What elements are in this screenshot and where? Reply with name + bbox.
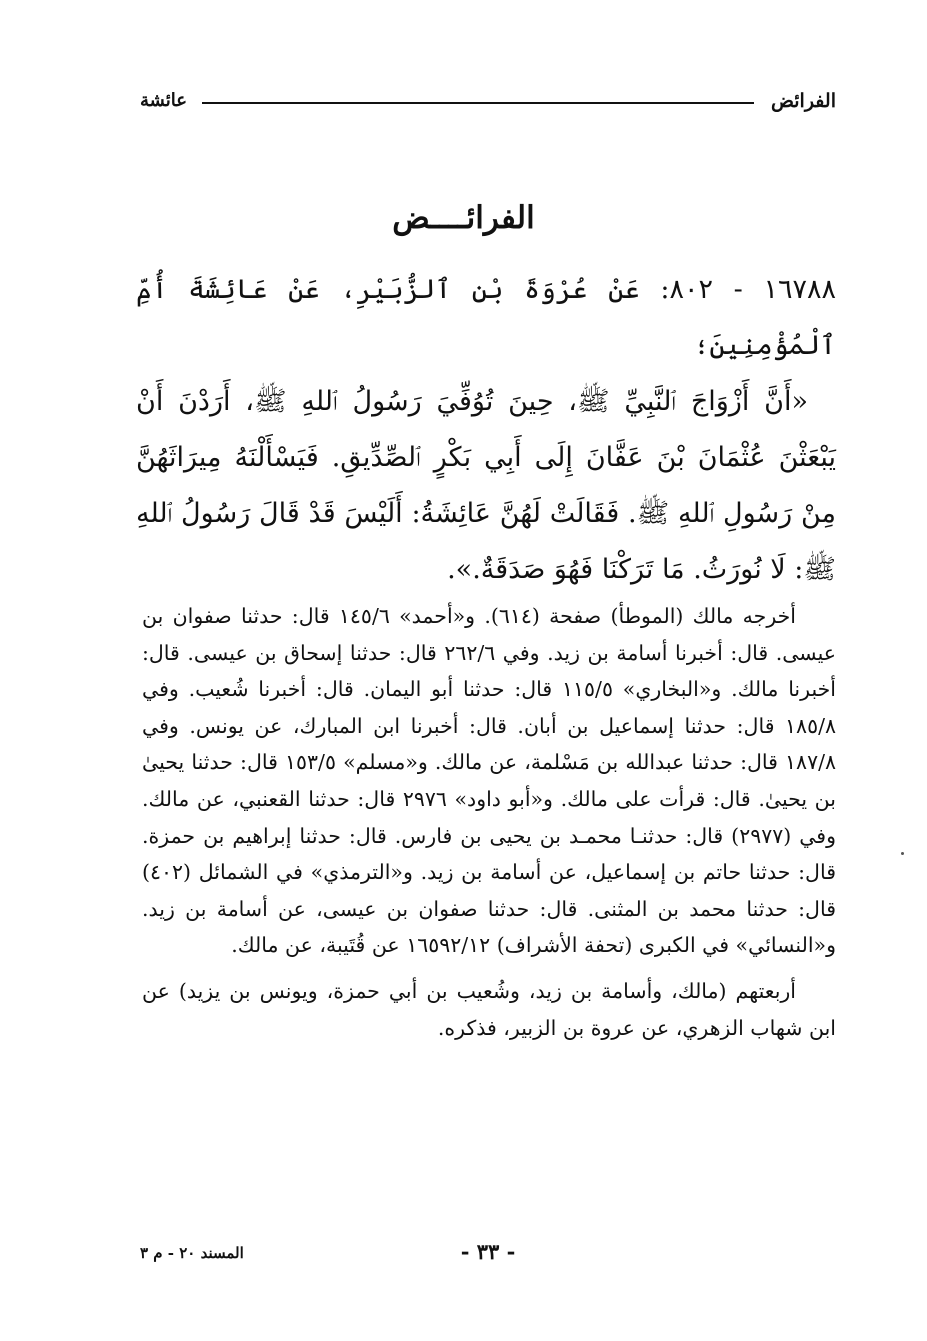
header-name: عائشة: [140, 90, 187, 111]
page-number: - ٣٣ -: [460, 1239, 516, 1264]
signature-mark: المسند ٢٠ - م ٣: [140, 1244, 244, 1262]
scan-speck: [901, 852, 904, 855]
header-chapter: الفرائض: [770, 90, 836, 112]
header-rule: [202, 102, 754, 104]
hadith-isnad: ١٦٧٨٨ - ٨٠٢: عَنْ عُرْوَةَ بْنِ ٱلزُّبَيْرِ، عَنْ عَائِشَةَ أُمِّ ٱلْمُؤْمِنِينَ؛: [136, 274, 836, 361]
section-title: الفرائــــض: [392, 200, 535, 236]
commentary-paragraph-2: أربعتهم (مالك، وأسامة بن زيد، وشُعيب بن أبي حمزة، ويونس بن يزيد) عن ابن شهاب الزهري، عن عروة بن الزبير، فذكره.: [142, 978, 836, 1040]
hadith-matn: «أَنَّ أَزْوَاجَ ٱلنَّبِيِّ ﷺ، حِينَ تُوُفِّيَ رَسُولُ ٱللهِ ﷺ، أَرَدْنَ أَنْ يَبْعَثْنَ عُثْمَانَ بْنَ عَفَّانَ إِلَى أَبِي بَكْرٍ ٱلصِّدِّيقِ. فَيَسْأَلْنَهُ مِيرَاثَهُنَّ مِنْ رَسُولِ ٱللهِ ﷺ. فَقَالَتْ لَهُنَّ عَائِشَةُ: أَلَيْسَ قَدْ قَالَ رَسُولُ ٱللهِ ﷺ: لَا نُورَثُ. مَا تَرَكْنَا فَهُوَ صَدَقَةٌ.».: [136, 386, 836, 585]
commentary-block: [142, 598, 836, 1046]
page-footer: [140, 1238, 836, 1268]
commentary-paragraph-1: أخرجه مالك (الموطأ) صفحة (٦١٤). و«أحمد» ١٤٥/٦ قال: حدثنا صفوان بن عيسى. قال: أخبرنا أسامة بن زيد. وفي ٢٦٢/٦ قال: حدثنا إسحاق بن عيسى. قال: أخبرنا مالك. و«البخاري» ١١٥/٥ قال: حدثنا أبو اليمان. قال: أخبرنا شُعيب. وفي ١٨٥/٨ قال: حدثنا إسماعيل بن أبان. قال: أخبرنا ابن المبارك، عن يونس. وفي ١٨٧/٨ قال: حدثنا عبدالله بن مَسْلمة، عن مالك. و«مسلم» ١٥٣/٥ قال: حدثنا يحيىٰ بن يحيىٰ. قال: قرأت على مالك. و«أبو داود» ٢٩٧٦ قال: حدثنا القعنبي، عن مالك. وفي (٢٩٧٧) قال: حدثنـا محمـد بن يحيى بن فارس. قال: حدثنا إبراهيم بن حمزة. قال: حدثنا حاتم بن إسماعيل، عن أسامة بن زيد. و«الترمذي» في الشمائل (٤٠٢) قال: حدثنا محمد بن المثنى. قال: حدثنا صفوان بن عيسى، عن أسامة بن زيد. و«النسائي» في الكبرى (تحفة الأشراف) ١٦٥٩٢/١٢ عن قُتَيبة، عن مالك.: [142, 604, 837, 958]
hadith-block: [136, 262, 836, 598]
running-header: [140, 86, 836, 120]
